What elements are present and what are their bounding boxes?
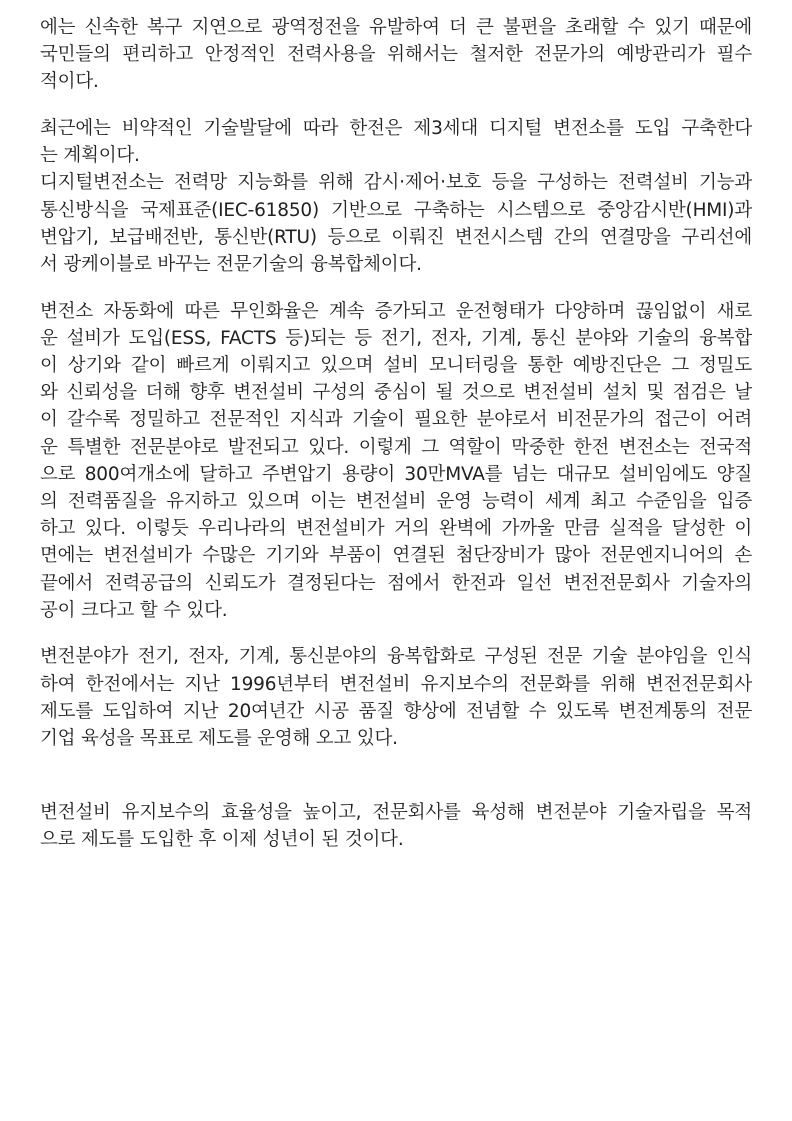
text-line: 최근에는 비약적인 기술발달에 따라 한전은 제3세대 디지털 변전소를 도입 구축한다 xyxy=(40,118,752,140)
text-line: 으로 800여개소에 달하고 주변압기 용량이 30만MVA를 넘는 대규모 설비임에도 양질 xyxy=(40,463,752,485)
paragraph-4 xyxy=(40,643,752,752)
text-line: 하고 있다. 이렇듯 우리나라의 변전설비가 거의 완벽에 가까울 만큼 실적을 달성한 이 xyxy=(40,518,752,540)
article-body xyxy=(40,14,752,854)
text-line: 하여 한전에서는 지난 1996년부터 변전설비 유지보수의 전문화를 위해 변전전문회사 xyxy=(40,673,752,695)
paragraph-1 xyxy=(40,14,752,96)
text-line: 면에는 변전설비가 수많은 기기와 부품이 연결된 첨단장비가 많아 전문엔지니어의 손 xyxy=(40,545,752,567)
text-line: 에는 신속한 복구 지연으로 광역정전을 유발하여 더 큰 불편을 초래할 수 있기 때문에 xyxy=(40,17,752,38)
text-line: 변전분야가 전기, 전자, 기계, 통신분야의 융복합화로 구성된 전문 기술 분야임을 인식 xyxy=(40,646,752,668)
text-line: 운 특별한 전문분야로 발전되고 있다. 이렇게 그 역할이 막중한 한전 변전소는 전국적 xyxy=(40,436,752,458)
text-line: 이 상기와 같이 빠르게 이뤄지고 있으며 설비 모니터링을 통한 예방진단은 그 정밀도 xyxy=(40,355,752,377)
paragraph-spacer xyxy=(40,752,752,799)
text-line: 통신방식을 국제표준(IEC-61850) 기반으로 구축하는 시스템으로 중앙감시반(HMI)과 xyxy=(40,199,752,221)
text-line: 변압기, 보급배전반, 통신반(RTU) 등으로 이뤄진 변전시스템 간의 연결망을 구리선에 xyxy=(40,226,752,248)
text-line: 끝에서 전력공급의 신뢰도가 결정된다는 점에서 한전과 일선 변전전문회사 기술자의 xyxy=(40,572,752,594)
text-line: 는 계획이다. xyxy=(40,145,140,167)
text-line: 국민들의 편리하고 안정적인 전력사용을 위해서는 철저한 전문가의 예방관리가 필수 xyxy=(40,44,752,66)
text-line: 적이다. xyxy=(40,71,99,93)
text-line: 으로 제도를 도입한 후 이제 성년이 된 것이다. xyxy=(40,829,404,851)
paragraph-spacer xyxy=(40,96,752,116)
paragraph-spacer xyxy=(40,278,752,298)
text-line: 변전소 자동화에 따른 무인화율은 계속 증가되고 운전형태가 다양하며 끊임없이 새로 xyxy=(40,300,752,322)
text-line: 서 광케이블로 바꾸는 전문기술의 융복합체이다. xyxy=(40,254,422,275)
text-line: 디지털변전소는 전력망 지능화를 위해 감시·제어·보호 등을 구성하는 전력설비 기능과 xyxy=(40,172,752,194)
text-line: 변전설비 유지보수의 효율성을 높이고, 전문회사를 육성해 변전분야 기술자립을 목적 xyxy=(40,802,752,824)
text-line: 기업 육성을 목표로 제도를 운영해 오고 있다. xyxy=(40,728,398,749)
paragraph-3 xyxy=(40,298,752,624)
text-line: 의 전력품질을 유지하고 있으며 이는 변전설비 운영 능력이 세계 최고 수준임을 입증 xyxy=(40,491,752,512)
text-line: 와 신뢰성을 더해 향후 변전설비 구성의 중심이 될 것으로 변전설비 설치 및 점검은 날 xyxy=(40,382,752,404)
text-line: 공이 크다고 할 수 있다. xyxy=(40,599,228,621)
text-line: 운 설비가 도입(ESS, FACTS 등)되는 등 전기, 전자, 기계, 통신 분야와 기술의 융복합 xyxy=(40,327,752,349)
text-line: 제도를 도입하여 지난 20여년간 시공 품질 향상에 전념할 수 있도록 변전계통의 전문 xyxy=(40,700,752,722)
text-line: 이 갈수록 정밀하고 전문적인 지식과 기술이 필요한 분야로서 비전문가의 접근이 어려 xyxy=(40,409,752,431)
paragraph-2 xyxy=(40,115,752,278)
paragraph-spacer xyxy=(40,624,752,644)
paragraph-5 xyxy=(40,799,752,853)
